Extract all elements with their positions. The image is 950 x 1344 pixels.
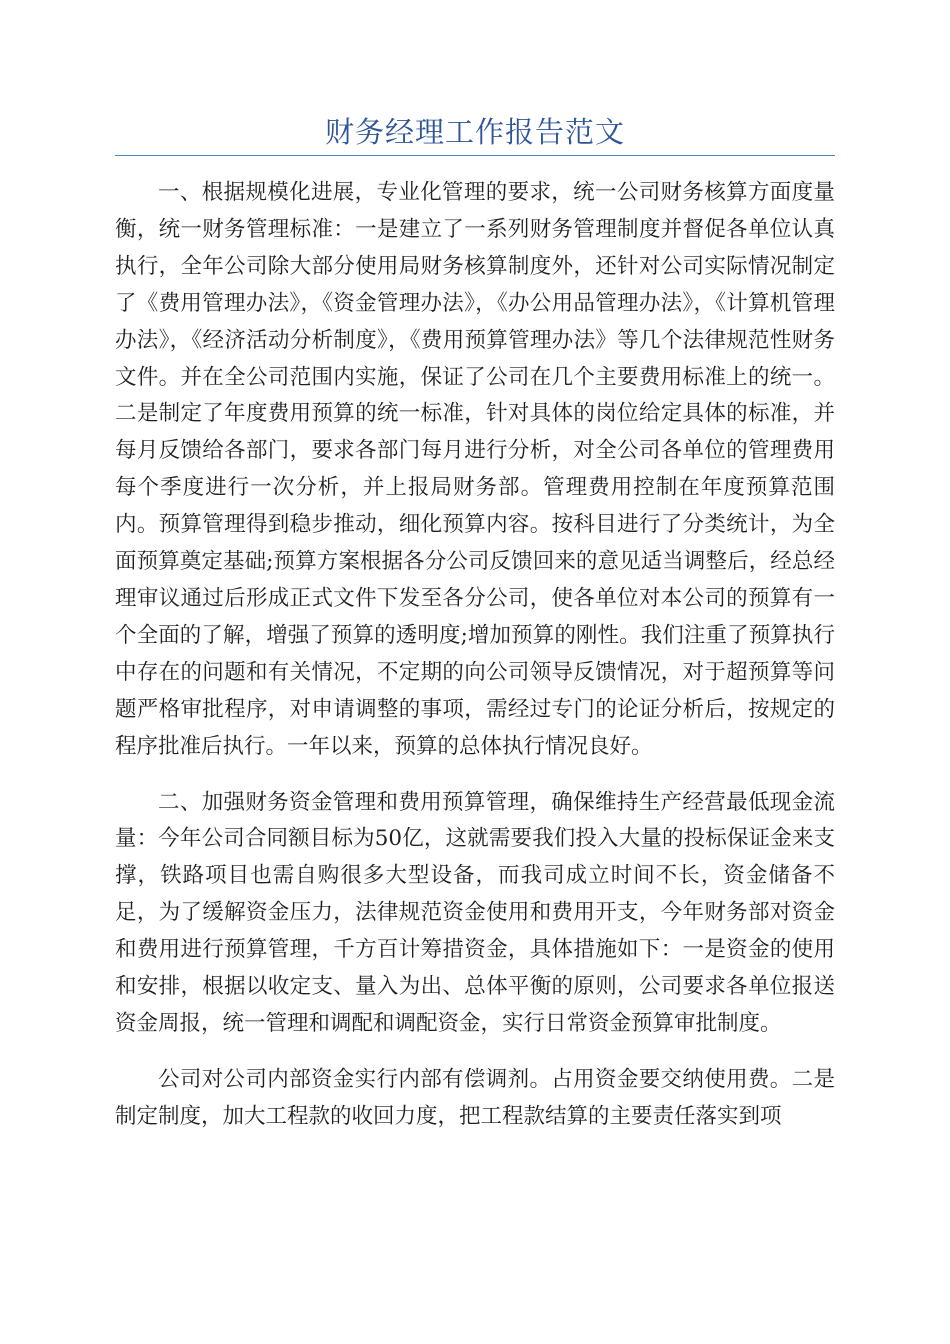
document-title: 财务经理工作报告范文 xyxy=(324,115,625,149)
title-underline xyxy=(115,155,835,156)
paragraph-3: 公司对公司内部资金实行内部有偿调剂。占用资金要交纳使用费。二是制定制度，加大工程款的收回力度，把工程款结算的主要责任落实到项 xyxy=(115,1066,835,1129)
document-body xyxy=(115,175,835,1155)
paragraph-2: 二、加强财务资金管理和费用预算管理，确保维持生产经营最低现金流量：今年公司合同额目标为50亿，这就需要我们投入大量的投标保证金来支撑，铁路项目也需自购很多大型设备，而我司成立时间不长，资金储备不足，为了缓解资金压力，法律规范资金使用和费用开支，今年财务部对资金和费用进行预算管理，千方百计筹措资金，具体措施如下：一是资金的使用和安排，根据以收定支、量入为出、总体平衡的原则，公司要求各单位报送资金周报，统一管理和调配和调配资金，实行日常资金预算审批制度。 xyxy=(115,789,835,1036)
paragraph-1: 一、根据规模化进展，专业化管理的要求，统一公司财务核算方面度量衡，统一财务管理标准：一是建立了一系列财务管理制度并督促各单位认真执行，全年公司除大部分使用局财务核算制度外，还针对公司实际情况制定了《费用管理办法》，《资金管理办法》，《办公用品管理办法》，《计算机管理办法》，《经济活动分析制度》，《费用预算管理办法》等几个法律规范性财务文件。并在全公司范围内实施，保证了公司在几个主要费用标准上的统一。二是制定了年度费用预算的统一标准，针对具体的岗位给定具体的标准，并每月反馈给各部门，要求各部门每月进行分析，对全公司各单位的管理费用每个季度进行一次分析，并上报局财务部。管理费用控制在年度预算范围内。预算管理得到稳步推动，细化预算内容。按科目进行了分类统计，为全面预算奠定基础;预算方案根据各分公司反馈回来的意见适当调整后，经总经理审议通过后形成正式文件下发至各分公司，使各单位对本公司的预算有一个全面的了解，增强了预算的透明度;增加预算的刚性。我们注重了预算执行中存在的问题和有关情况，不定期的向公司领导反馈情况，对于超预算等问题严格审批程序，对申请调整的事项，需经过专门的论证分析后，按规定的程序批准后执行。一年以来，预算的总体执行情况良好。 xyxy=(115,180,835,759)
